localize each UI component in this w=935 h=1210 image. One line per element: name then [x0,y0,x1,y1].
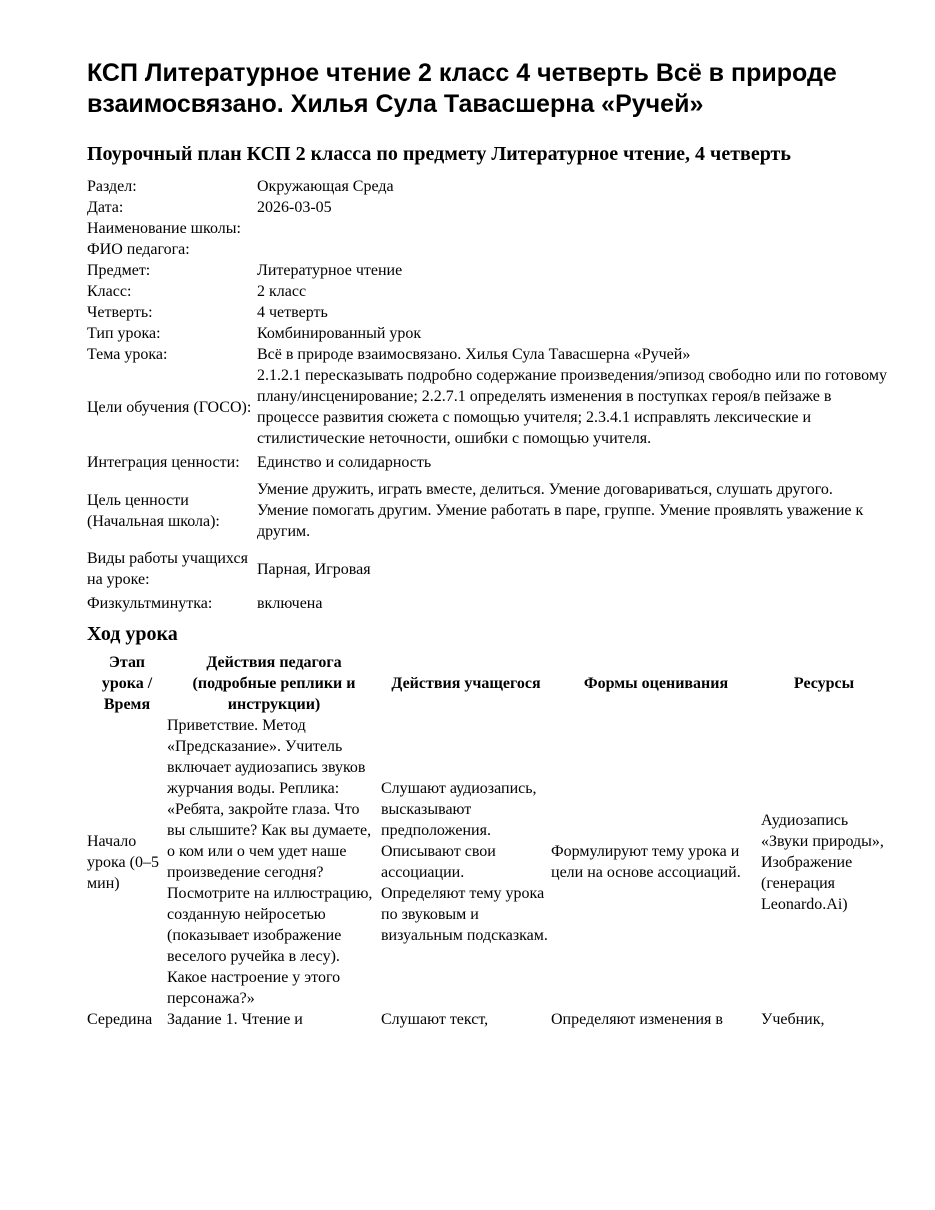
info-row-teacher [87,239,887,260]
info-label: Тема урока: [87,346,168,363]
info-label: Четверть: [87,304,153,321]
lesson-info-table [87,176,887,614]
info-row-value-integration [87,449,887,476]
plan-subtitle: Поурочный план КСП 2 класса по предмету Литературное чтение, 4 четверть [87,143,791,165]
info-value: Умение дружить, играть вместе, делиться. Умение договариваться, слушать другого. Умение помогать другим. Умение работать в паре, группе. Умение проявлять уважение к другим. [257,481,864,540]
info-label: ФИО педагога: [87,241,190,258]
info-label: Тип урока: [87,325,161,342]
table-header-row [87,652,887,715]
info-value: 2.1.2.1 пересказывать подробно содержание произведения/эпизод свободно или по готовому плану/инсценирование; 2.2.7.1 определять изменения в поступках героя/в пейзаже в процессе развития сюжета с помощью учителя; 2.3.4.1 исправлять лексические и стилистические неточности, ошибки с помощью учителя. [257,367,887,447]
info-label: Наименование школы: [87,220,241,237]
info-value: Всё в природе взаимосвязано. Хилья Сула Тавасшерна «Ручей» [257,346,691,363]
column-header-teacher-actions: Действия педагога (подробные реплики и инструкции) [192,654,356,713]
column-header-assessment: Формы оценивания [583,675,729,692]
column-header-stage: Этап урока / Время [101,654,153,713]
info-row-topic [87,344,887,365]
column-header-resources: Ресурсы [793,675,855,692]
cell-assessment: Формулируют тему урока и цели на основе ассоциаций. [551,843,741,881]
info-value: включена [257,595,323,612]
column-header-student-actions: Действия учащегося [391,675,541,692]
info-label: Виды работы учащихся на уроке: [87,550,248,588]
cell-resources: Учебник, [761,1011,825,1028]
info-value: Единство и солидарность [257,454,432,471]
info-row-subject [87,260,887,281]
info-row-quarter [87,302,887,323]
info-value [257,218,887,239]
info-label: Класс: [87,283,132,300]
cell-student-actions: Слушают аудиозапись, высказывают предположения. Описывают свои ассоциации. Определяют тему урока по звуковым и визуальным подсказкам. [381,780,548,944]
lesson-flow-heading: Ход урока [87,623,178,645]
info-row-work-types [87,545,887,593]
cell-stage: Середина [87,1011,153,1028]
info-row-learning-goals [87,365,887,449]
info-label: Интеграция ценности: [87,454,240,471]
info-value: Литературное чтение [257,262,403,279]
info-label: Цель ценности (Начальная школа): [87,491,220,530]
info-value: Парная, Игровая [257,560,371,578]
info-row-school [87,218,887,239]
info-row-date [87,197,887,218]
info-row-physical-break [87,593,887,614]
cell-assessment: Определяют изменения в [551,1011,723,1028]
table-row [87,1009,887,1030]
cell-resources: Аудиозапись «Звуки природы», Изображение (генерация Leonardo.Ai) [761,811,884,913]
info-value: 2026-03-05 [257,199,332,216]
info-label: Цели обучения (ГОСО): [87,398,252,416]
info-value [257,239,887,260]
info-label: Физкультминутка: [87,595,213,612]
info-value: 2 класс [257,283,307,300]
cell-teacher-actions: Задание 1. Чтение и [167,1011,303,1028]
info-value: 4 четверть [257,304,328,321]
info-row-lesson-type [87,323,887,344]
info-label: Дата: [87,199,124,216]
info-label: Предмет: [87,262,151,279]
cell-teacher-actions: Приветствие. Метод «Предсказание». Учитель включает аудиозапись звуков журчания воды. Реплика: «Ребята, закройте глаза. Что вы слышите? Как вы думаете, о ком или о чем удет наше произведение сегодня? Посмотрите на иллюстрацию, созданную нейросетью (показывает изображение веселого ручейка в лесу). Какое настроение у этого персонажа?» [167,717,373,1007]
document-page [87,58,887,1030]
lesson-flow-table [87,652,887,1030]
cell-stage: Начало урока (0–5 мин) [87,832,159,892]
info-value: Комбинированный урок [257,325,422,342]
cell-student-actions: Слушают текст, [381,1011,489,1028]
info-label: Раздел: [87,178,137,195]
info-row-value-goal [87,476,887,545]
table-row [87,715,887,1009]
info-value: Окружающая Среда [257,178,394,195]
document-title: КСП Литературное чтение 2 класс 4 четверть Всё в природе взаимосвязано. Хилья Сула Тавасшерна «Ручей» [87,59,837,118]
info-row-section [87,176,887,197]
info-row-grade [87,281,887,302]
